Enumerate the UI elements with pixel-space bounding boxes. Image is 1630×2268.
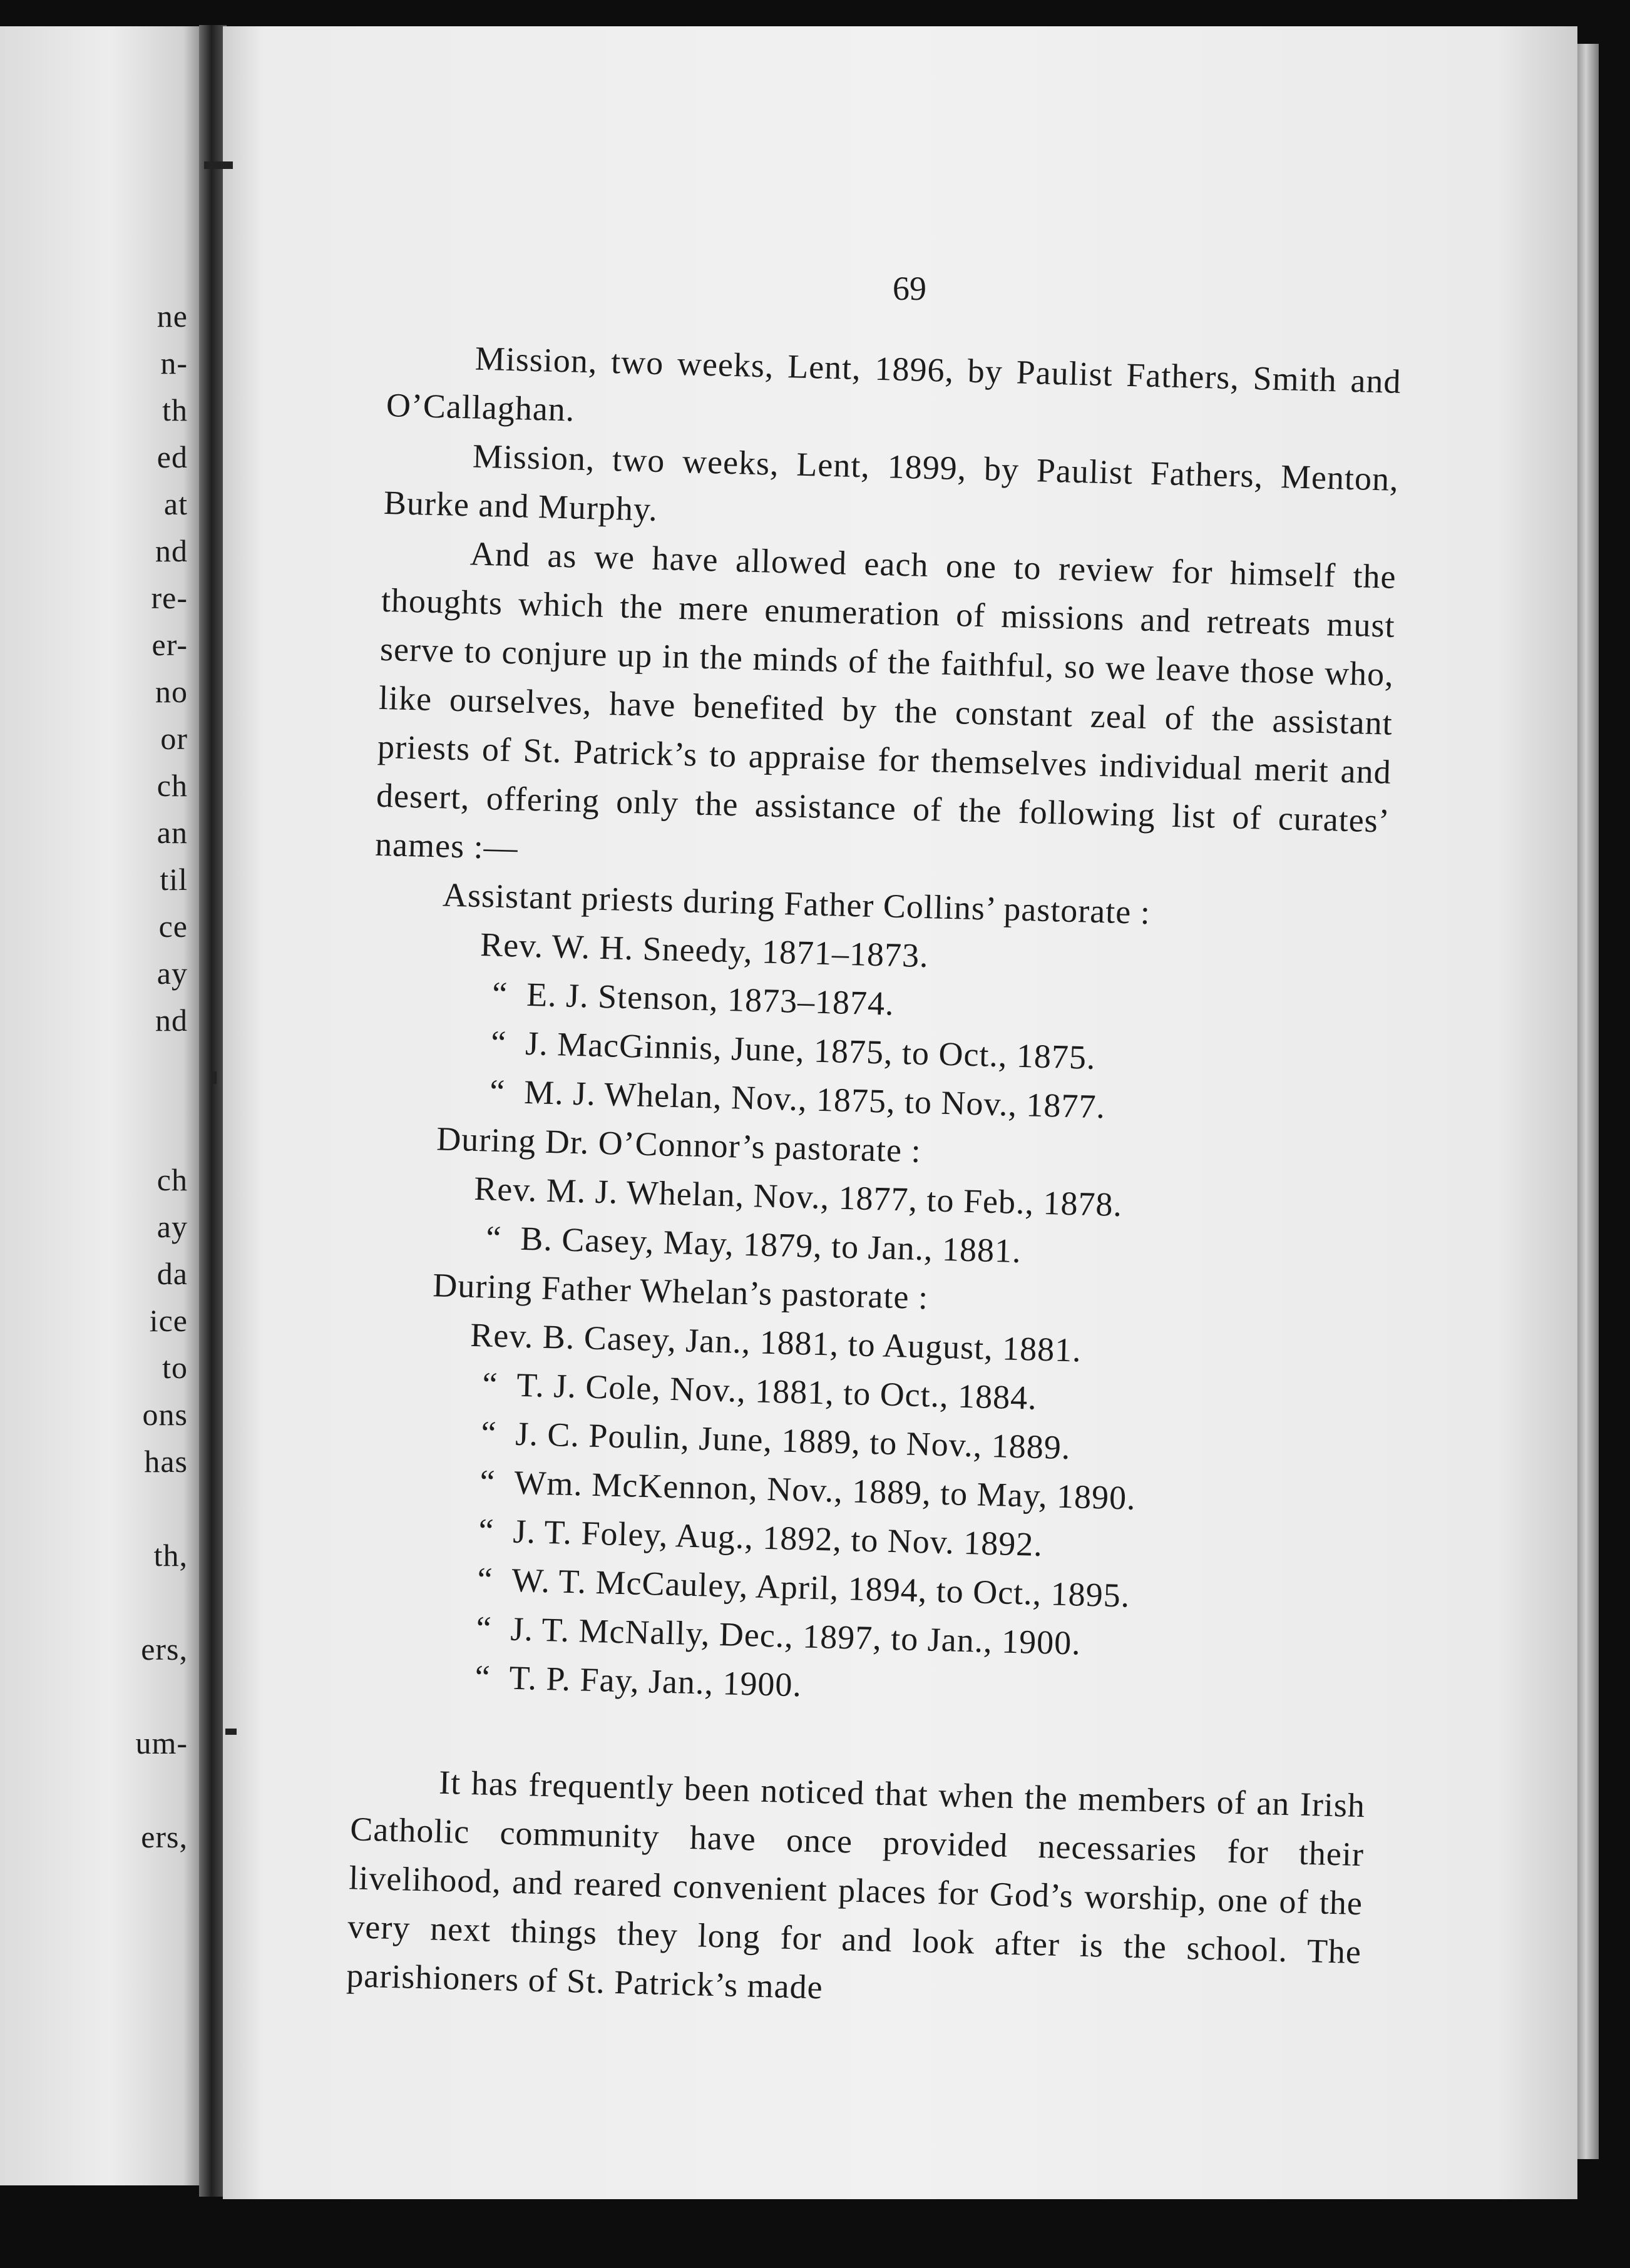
left-page-fragment: no [155, 674, 188, 709]
left-page-fragment: or [160, 721, 188, 756]
curate-entry-text: J. T. McNally, Dec., 1897, to Jan., 1900. [510, 1610, 1082, 1662]
curate-entry-text: J. C. Poulin, June, 1889, to Nov., 1889. [515, 1414, 1072, 1467]
left-page-fragment: nd [155, 1003, 188, 1038]
curate-list [354, 869, 1388, 1724]
left-page-fragment: to [162, 1350, 188, 1385]
left-page-fragment: ons [142, 1397, 188, 1432]
left-page-fragment: ne [156, 299, 188, 334]
binding-mark [212, 1071, 217, 1084]
page-body [346, 332, 1402, 2025]
curate-entry-text: J. MacGinnis, June, 1875, to Oct., 1875. [525, 1024, 1097, 1076]
left-page-fragment: at [163, 486, 188, 521]
curate-entry-text: M. J. Whelan, Nov., 1875, to Nov., 1877. [523, 1073, 1106, 1126]
binding-mark [204, 161, 233, 169]
ditto-mark: “ [478, 1511, 495, 1550]
pastorate-heading: Assistant priests during Father Collins’ pastorate : [442, 876, 1151, 932]
ditto-mark: “ [485, 1218, 503, 1257]
curate-entry-text: W. T. McCauley, April, 1894, to Oct., 1895. [511, 1561, 1130, 1615]
left-page-fragment: ice [149, 1303, 188, 1338]
ditto-mark: “ [474, 1658, 491, 1696]
left-page-fragment: ay [156, 1209, 188, 1244]
curate-entry: Rev. B. Casey, Jan., 1881, to August, 1881. [469, 1315, 1082, 1369]
left-page-fragment: til [160, 862, 188, 897]
left-page-fragment: has [144, 1444, 188, 1479]
ditto-mark: “ [481, 1365, 499, 1403]
pastorate-heading: During Dr. O’Connor’s pastorate : [436, 1120, 922, 1170]
left-page-fragment: ers, [141, 1819, 188, 1854]
ditto-mark: “ [489, 1072, 506, 1111]
left-page-fragment: ay [156, 956, 188, 991]
left-page-fragment: er- [151, 627, 188, 662]
binding-mark [225, 1729, 237, 1735]
school-paragraph: It has frequently been noticed that when the members of an Irish Catholic community have once provided necessaries for their livelihood, and reared convenient places for God’s worship, one of the very next things they long for and look after is the school. The parishioners of St. Patrick’s made [346, 1763, 1366, 2006]
left-page-fragment: th, [153, 1538, 188, 1573]
ditto-mark: “ [476, 1560, 494, 1598]
ditto-mark: “ [475, 1609, 493, 1647]
left-page-fragment: n- [160, 345, 188, 381]
curate-entry: Rev. M. J. Whelan, Nov., 1877, to Feb., 1878. [473, 1169, 1123, 1224]
left-page-fragment: ch [156, 768, 188, 803]
left-page-fragment: nd [155, 533, 188, 568]
curate-entry-text: Wm. McKennon, Nov., 1889, to May, 1890. [513, 1463, 1137, 1517]
left-page-fragment: ed [156, 439, 188, 474]
pastorate-heading: During Father Whelan’s pastorate : [432, 1266, 929, 1317]
ditto-mark: “ [490, 1023, 508, 1062]
left-page-fragment: um- [135, 1725, 188, 1760]
curate-entry-text: E. J. Stenson, 1873–1874. [526, 975, 895, 1023]
left-page-fragment: th [162, 392, 188, 427]
ditto-mark: “ [491, 974, 509, 1013]
left-page-fragment: re- [151, 580, 188, 615]
mission-1899-paragraph: Mission, two weeks, Lent, 1899, by Paulist Fathers, Menton, Burke and Murphy. [383, 437, 1400, 528]
page-edge [1577, 44, 1599, 2159]
page-number: 69 [893, 270, 926, 307]
left-page-fragment: ch [156, 1162, 188, 1197]
curate-entry: Rev. W. H. Sneedy, 1871–1873. [479, 926, 930, 975]
left-page-fragment: an [156, 815, 188, 850]
curate-entry-text: J. T. Foley, Aug., 1892, to Nov. 1892. [512, 1512, 1043, 1564]
left-page-fragment: da [156, 1256, 188, 1291]
left-page [0, 26, 199, 2185]
left-page-fragment: ce [158, 909, 188, 944]
curate-entry-text: B. Casey, May, 1879, to Jan., 1881. [520, 1219, 1022, 1270]
curate-entry-text: T. P. Fay, Jan., 1900. [508, 1658, 802, 1704]
left-page-fragment: ers, [141, 1632, 188, 1667]
curate-entry-text: T. J. Cole, Nov., 1881, to Oct., 1884. [516, 1366, 1038, 1417]
mission-1896-paragraph: Mission, two weeks, Lent, 1896, by Paulist Fathers, Smith and O’Callaghan. [386, 339, 1402, 429]
ditto-mark: “ [480, 1414, 498, 1452]
review-paragraph: And as we have allowed each one to review for himself the thoughts which the mere enumeration of missions and retreats must serve to conjure up in the minds of the faithful, so we leave those who, like ourselves, have benefited by the constant zeal of the assistant priests of St. Patrick’s to appraise for themselves individual merit and desert, offering only the assistance of the following list of curates’ names :— [374, 534, 1397, 867]
ditto-mark: “ [479, 1463, 496, 1501]
